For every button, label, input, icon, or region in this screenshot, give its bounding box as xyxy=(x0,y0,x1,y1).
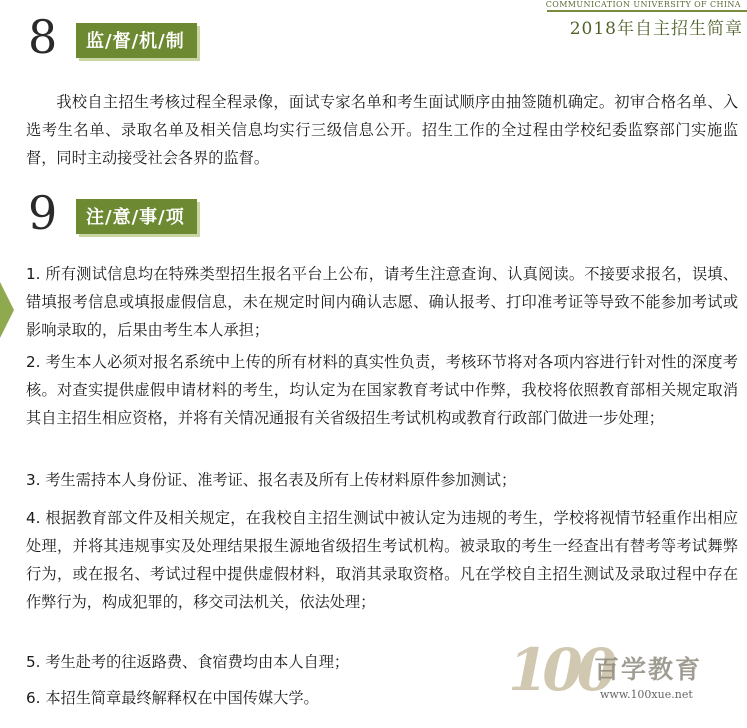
notice-item-6: 6. 本招生简章最终解释权在中国传媒大学。 xyxy=(26,689,319,707)
brochure-title: 2018年自主招生简章 xyxy=(569,19,743,39)
page-header xyxy=(515,0,747,44)
section-9-heading xyxy=(28,186,197,240)
watermark-logo xyxy=(508,636,738,722)
left-edge-decoration-icon xyxy=(0,282,14,338)
notice-item-4: 4. 根据教育部文件及相关规定，在我校自主招生测试中被认定为违规的考生，学校将视情节轻重作出相应处理，并将其违规事实及处理结果报生源地省级招生考试机构。被录取的考生一经查出有替考等考试舞弊行为，或在报名、考试过程中提供虚假材料，取消其录取资格。凡在学校自主招生测试及录取过程中存在作弊行为，构成犯罪的，移交司法机关，依法处理； xyxy=(26,509,738,611)
notice-item-5: 5. 考生赴考的往返路费、食宿费均由本人自理； xyxy=(26,653,350,671)
section-number: 9 xyxy=(28,186,58,240)
notice-item-1: 1. 所有测试信息均在特殊类型招生报名平台上公布，请考生注意查询、认真阅读。不接要求报名，误填、错填报考信息或填报虚假信息，未在规定时间内确认志愿、确认报考、打印准考证等导致不能参加考试或影响录取的，后果由考生本人承担； xyxy=(26,265,738,339)
watermark-brand: 百学教育 xyxy=(594,655,703,684)
header-rule xyxy=(547,10,747,12)
section-title: 注/意/事/项 xyxy=(76,199,197,234)
section-title: 监/督/机/制 xyxy=(76,23,197,58)
section-8-paragraph: 我校自主招生考核过程全程录像，面试专家名单和考生面试顺序由抽签随机确定。初审合格名单、入选考生名单、录取名单及相关信息均实行三级信息公开。招生工作的全过程由学校纪委监察部门实施监督，同时主动接受社会各界的监督。 xyxy=(26,93,738,167)
university-english-name: COMMUNICATION UNIVERSITY OF CHINA xyxy=(545,0,741,9)
notice-item-2: 2. 考生本人必须对报名系统中上传的所有材料的真实性负责，考核环节将对各项内容进行针对性的深度考核。对查实提供虚假申请材料的考生，均认定为在国家教育考试中作弊，我校将依照教育部相关规定取消其自主招生相应资格，并将有关情况通报有关省级招生考试机构或教育行政部门做进一步处理； xyxy=(26,353,738,427)
section-number: 8 xyxy=(28,10,58,64)
section-8-heading xyxy=(28,10,197,64)
watermark-url: www.100xue.net xyxy=(600,688,693,701)
watermark-digits: 100 xyxy=(508,636,612,704)
notice-item-3: 3. 考生需持本人身份证、准考证、报名表及所有上传材料原件参加测试； xyxy=(26,471,517,489)
